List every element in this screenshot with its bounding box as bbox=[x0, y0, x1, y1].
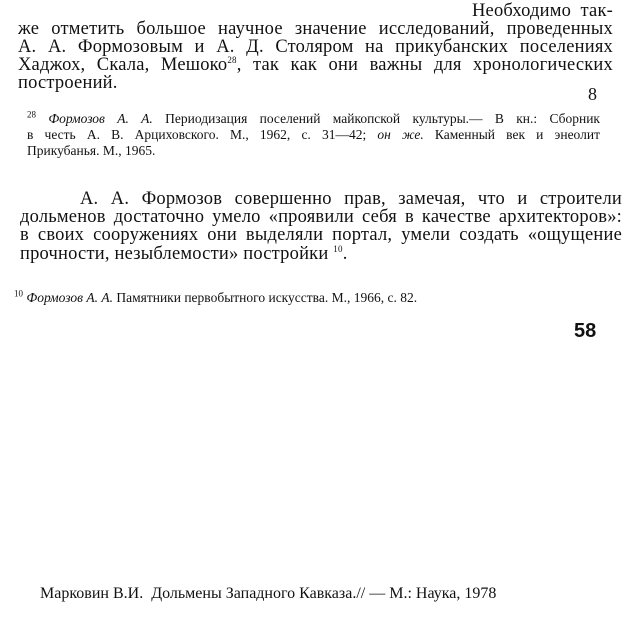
footnote-author: Формозов А. А. bbox=[48, 111, 153, 126]
text-line bbox=[18, 55, 613, 75]
footnote-number: 28 bbox=[27, 109, 36, 120]
footnote-line bbox=[14, 290, 417, 306]
text-fragment: Хаджох, Скала, Мешоко bbox=[18, 55, 228, 75]
text-line: А. А. Формозовым и А. Д. Столяром на прикубанских поселениях bbox=[18, 37, 613, 57]
source-citation: Марковин В.И. Дольмены Западного Кавказа.// — М.: Наука, 1978 bbox=[40, 585, 497, 602]
text-line: в своих сооружениях они выделяли портал, умели создать «ощущение bbox=[20, 225, 622, 245]
text-line: же отметить большое научное значение исследований, проведенных bbox=[18, 19, 613, 39]
text-line: Необходимо так- bbox=[472, 1, 613, 21]
footnote-ref: 28 bbox=[227, 54, 237, 65]
page-number: 58 bbox=[574, 320, 597, 342]
text-fragment: . bbox=[342, 244, 348, 264]
footnote-line: Прикубанья. М., 1965. bbox=[27, 143, 156, 158]
footnote-line bbox=[27, 127, 600, 143]
text-fragment: Памятники первобытного искусства. М., 1966, с. 82. bbox=[112, 290, 418, 305]
text-fragment: Периодизация поселений майкопской культуры.— В кн.: Сборник bbox=[152, 111, 600, 126]
text-line bbox=[20, 244, 348, 264]
text-fragment: , так как они важны для хронологических bbox=[236, 55, 613, 75]
text-fragment: Каменный век и энеолит bbox=[423, 127, 600, 142]
text-fragment: прочности, незыблемости» постройки bbox=[20, 244, 329, 264]
text-line: А. А. Формозов совершенно прав, замечая, что и строители bbox=[80, 189, 622, 209]
text-fragment: он же. bbox=[377, 127, 424, 142]
page-mark: 8 bbox=[588, 84, 597, 104]
text-line: дольменов достаточно умело «проявили себя в качестве архитекторов»: bbox=[20, 207, 622, 227]
footnote-author: Формозов А. А. bbox=[26, 290, 113, 305]
footnote-ref: 10 bbox=[333, 243, 343, 254]
text-fragment: в честь А. В. Арциховского. М., 1962, с. 31—42; bbox=[27, 127, 378, 142]
text-line: построений. bbox=[18, 73, 118, 93]
footnote-line bbox=[27, 111, 600, 127]
footnote-number: 10 bbox=[14, 288, 23, 299]
